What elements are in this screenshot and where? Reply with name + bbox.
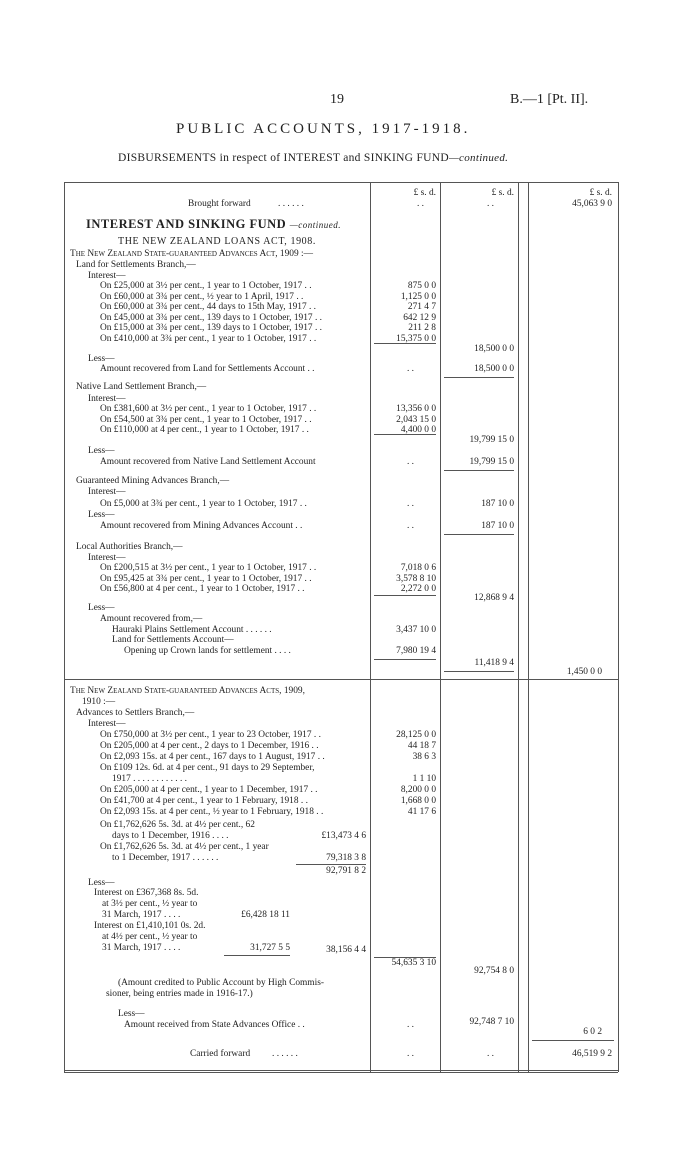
block5-int2-b: at 4½ per cent., ½ year to	[102, 932, 198, 942]
block3-interest: Interest—	[88, 487, 126, 497]
interest-line-amount: 13,356 0 0	[396, 404, 436, 414]
block3-recovered-col2: 187 10 0	[481, 521, 514, 531]
block5-int1-b: at 3½ per cent., ½ year to	[102, 899, 198, 909]
interest-line: On £60,000 at 3¾ per cent., ½ year to 1 April, 1917 . .	[100, 291, 304, 302]
page-title: PUBLIC ACCOUNTS, 1917-1918.	[176, 121, 471, 137]
block3-line-col1: . .	[406, 499, 414, 509]
interest-line: On £200,515 at 3½ per cent., 1 year to 1 October, 1917 . .	[100, 563, 317, 573]
carried-forward-label: Carried forward	[190, 1049, 251, 1059]
block2-branch: Native Land Settlement Branch,—	[76, 382, 207, 392]
block5-received: Amount received from State Advances Office . .	[124, 1020, 305, 1030]
interest-line: On £110,000 at 4 per cent., 1 year to 1 October, 1917 . .	[100, 425, 309, 435]
block5-sub1-b: days to 1 December, 1916 . . . .	[112, 831, 229, 841]
block5-interest: Interest—	[88, 719, 126, 729]
block5-sub2-a: On £1,762,626 5s. 3d. at 4½ per cent., 1 year	[100, 842, 269, 852]
block4-branch: Local Authorities Branch,—	[76, 542, 183, 552]
column-divider-4	[528, 182, 529, 1072]
interest-line-amount: 2,272 0 0	[400, 584, 436, 594]
block5-received-col2: 92,748 7 10	[469, 1017, 514, 1027]
block4-rule-2	[374, 659, 436, 660]
block1-heading: The New Zealand State-guaranteed Advances Act, 1909 :—	[70, 249, 314, 259]
interest-line-amount: 15,375 0 0	[396, 333, 436, 344]
block1-recovered-col1: . .	[406, 364, 414, 374]
block5-int1-amount: £6,428 18 11	[241, 910, 290, 920]
brought-forward-label: Brought forward	[188, 199, 251, 209]
block5-received-col1: . .	[406, 1020, 414, 1030]
interest-line: 1917 . . . . . . . . . . . .	[112, 774, 187, 784]
block4-less: Less—	[88, 603, 115, 613]
block5-int2-c: 31 March, 1917 . . . .	[102, 943, 181, 953]
block5-int2-a: Interest on £1,410,101 0s. 2d.	[94, 921, 206, 931]
block5-branch: Advances to Settlers Branch,—	[76, 708, 195, 718]
block2-rule	[374, 434, 436, 435]
block5-net-col1: 54,635 3 10	[391, 958, 436, 968]
carried-forward-col2: . .	[486, 1049, 494, 1059]
interest-line-amount: 875 0 0	[407, 281, 436, 291]
ledger-table	[64, 182, 618, 1072]
interest-line: On £750,000 at 3½ per cent., 1 year to 23 October, 1917 . .	[100, 730, 321, 740]
block4-carry-col3: 1,450 0 0	[566, 667, 602, 677]
section-title-suffix: —continued.	[289, 220, 342, 230]
interest-line: On £109 12s. 6d. at 4 per cent., 91 days to 29 September,	[100, 763, 315, 773]
block5-int2-amount: 31,727 5 5	[250, 943, 290, 953]
interest-line-amount: 2,043 15 0	[396, 414, 436, 425]
block4-net: 11,418 9 4	[474, 658, 514, 668]
block3-line-col2: 187 10 0	[481, 499, 514, 509]
interest-line-amount: 8,200 0 0	[400, 785, 436, 795]
block3-line: On £5,000 at 3¾ per cent., 1 year to 1 October, 1917 . .	[100, 499, 307, 509]
block2-recovered-col2: 19,799 15 0	[469, 457, 514, 467]
block5-sub1-amount: £13,473 4 6	[321, 831, 366, 841]
block5-sub-rule	[296, 864, 366, 865]
block5-int1-a: Interest on £367,368 8s. 5d.	[94, 888, 199, 898]
table-top-border	[64, 182, 618, 183]
block1-rule-bottom	[444, 377, 514, 378]
block5-less: Less—	[88, 878, 115, 888]
section-title-text: INTEREST AND SINKING FUND	[86, 217, 287, 231]
interest-line-amount: 41 17 6	[407, 807, 436, 817]
column-divider-2	[440, 182, 441, 1072]
block2-total: 19,799 15 0	[469, 435, 514, 445]
block2-less: Less—	[88, 446, 115, 456]
block1-recovered-col2: 18,500 0 0	[474, 364, 514, 374]
interest-line-amount: 271 4 7	[407, 302, 436, 312]
interest-line-amount: 7,018 0 6	[400, 563, 436, 573]
table-bottom-border-inner	[64, 1070, 618, 1071]
interest-line-amount: 642 12 9	[403, 312, 436, 323]
block4-divider	[64, 679, 618, 680]
brought-forward-leaders: . . . . . .	[278, 199, 304, 209]
block5-sub-total: 92,791 8 2	[326, 866, 366, 876]
block5-note: (Amount credited to Public Account by High Commis-	[118, 978, 324, 988]
interest-line-amount: 28,125 0 0	[396, 730, 436, 740]
block5-note-2: sioner, being entries made in 1916-17.)	[106, 989, 253, 999]
interest-line: On £41,700 at 4 per cent., 1 year to 1 February, 1918 . .	[100, 796, 308, 806]
block5-received-col3: 6 0 2	[583, 1027, 602, 1037]
block2-recovered-col1: . .	[406, 457, 414, 467]
interest-line-amount: 44 18 7	[407, 741, 436, 751]
brought-forward-col3: 45,063 9 0	[572, 199, 612, 209]
report-reference: B.—1 [Pt. II].	[510, 92, 589, 107]
block5-sub2-amount: 79,318 3 8	[326, 853, 366, 863]
block4-opening-amount: 7,980 19 4	[396, 646, 436, 656]
block1-recovered: Amount recovered from Land for Settlements Account . .	[100, 364, 315, 374]
block5-heading-2: 1910 :—	[82, 697, 116, 707]
interest-line: On £45,000 at 3¾ per cent., 139 days to 1 October, 1917 . .	[100, 312, 322, 323]
act-title: THE NEW ZEALAND LOANS ACT, 1908.	[118, 236, 316, 247]
interest-line: On £205,000 at 4 per cent., 1 year to 1 December, 1917 . .	[100, 785, 318, 795]
block3-recovered-col1: . .	[406, 521, 414, 531]
block4-total: 12,868 9 4	[474, 593, 514, 603]
block4-hauraki-amount: 3,437 10 0	[396, 625, 436, 635]
brought-forward-col2: . .	[486, 199, 494, 209]
block4-rule	[374, 595, 436, 596]
block5-heading: The New Zealand State-guaranteed Advances Acts, 1909,	[70, 686, 305, 696]
subtitle-text: DISBURSEMENTS in respect of INTEREST and SINKING FUND	[118, 152, 449, 164]
brought-forward-col1: . .	[416, 199, 424, 209]
block3-branch: Guaranteed Mining Advances Branch,—	[76, 476, 230, 486]
interest-line-amount: 1 1 10	[412, 774, 436, 784]
block4-land-account: Land for Settlements Account—	[112, 635, 234, 645]
column-divider-3	[518, 182, 519, 1072]
table-right-border	[618, 182, 619, 1072]
column-divider-1	[370, 182, 371, 1072]
interest-line: On £54,500 at 3¾ per cent., 1 year to 1 October, 1917 . .	[100, 414, 312, 425]
block5-sub2-b: to 1 December, 1917 . . . . . .	[112, 853, 219, 863]
table-left-border	[64, 182, 65, 1072]
interest-line-amount: 4,400 0 0	[400, 425, 436, 435]
block4-interest: Interest—	[88, 553, 126, 563]
carried-forward-col3: 46,519 9 2	[572, 1049, 612, 1059]
block1-less: Less—	[88, 354, 115, 364]
block3-rule-bottom	[444, 534, 514, 535]
block4-opening: Opening up Crown lands for settlement . . . .	[124, 646, 291, 656]
interest-line-amount: 1,125 0 0	[400, 291, 436, 302]
interest-line-amount: 1,668 0 0	[400, 796, 436, 806]
interest-line: On £15,000 at 3¾ per cent., 139 days to 1 October, 1917 . .	[100, 323, 322, 333]
interest-line: On £2,093 15s. at 4 per cent., ½ year to 1 February, 1918 . .	[100, 807, 324, 817]
section-title	[86, 217, 341, 232]
block5-less-rule	[224, 955, 290, 956]
interest-line-amount: 211 2 8	[408, 323, 436, 333]
subtitle-suffix: —continued.	[448, 152, 509, 164]
block5-less-2: Less—	[118, 1009, 145, 1019]
block2-interest: Interest—	[88, 394, 126, 404]
block5-less-total: 38,156 4 4	[326, 945, 366, 955]
block1-rule	[374, 343, 436, 344]
page-subtitle	[118, 152, 508, 164]
block5-col3-rule	[532, 1040, 614, 1041]
block4-recovered-from: Amount recovered from,—	[100, 614, 203, 624]
interest-line: On £2,093 15s. at 4 per cent., 167 days to 1 August, 1917 . .	[100, 752, 325, 762]
block3-less: Less—	[88, 510, 115, 520]
block2-recovered: Amount recovered from Native Land Settlement Account	[100, 457, 316, 467]
carried-forward-col1: . .	[406, 1049, 414, 1059]
page-number: 19	[330, 92, 344, 107]
block4-hauraki: Hauraki Plains Settlement Account . . . . . .	[112, 625, 272, 635]
interest-line: On £95,425 at 3¾ per cent., 1 year to 1 October, 1917 . .	[100, 573, 312, 584]
block4-rule-bottom	[444, 671, 514, 672]
interest-line: On £410,000 at 3¾ per cent., 1 year to 1 October, 1917 . .	[100, 333, 317, 344]
block1-branch: Land for Settlements Branch,—	[76, 260, 196, 270]
carried-forward-leaders: . . . . . .	[272, 1049, 298, 1059]
column-header-2: £ s. d.	[491, 188, 514, 198]
interest-line: On £60,000 at 3¾ per cent., 44 days to 15th May, 1917 . .	[100, 302, 317, 312]
interest-line: On £56,800 at 4 per cent., 1 year to 1 October, 1917 . .	[100, 584, 305, 594]
block2-rule-bottom	[444, 470, 514, 471]
block5-total-col2: 92,754 8 0	[474, 966, 514, 976]
interest-line: On £381,600 at 3½ per cent., 1 year to 1 October, 1917 . .	[100, 404, 317, 414]
column-header-3: £ s. d.	[589, 188, 612, 198]
block1-total: 18,500 0 0	[474, 344, 514, 354]
interest-line: On £25,000 at 3½ per cent., 1 year to 1 October, 1917 . .	[100, 281, 312, 291]
interest-line-amount: 38 6 3	[412, 752, 436, 762]
block5-int1-c: 31 March, 1917 . . . .	[102, 910, 181, 920]
table-bottom-border	[64, 1072, 618, 1073]
interest-line-amount: 3,578 8 10	[396, 573, 436, 584]
block3-recovered: Amount recovered from Mining Advances Account . .	[100, 521, 303, 531]
column-header-1: £ s. d.	[413, 188, 436, 198]
interest-line: On £205,000 at 4 per cent., 2 days to 1 December, 1916 . .	[100, 741, 319, 751]
block1-interest: Interest—	[88, 271, 126, 281]
block5-sub1-a: On £1,762,626 5s. 3d. at 4½ per cent., 62	[100, 820, 255, 830]
